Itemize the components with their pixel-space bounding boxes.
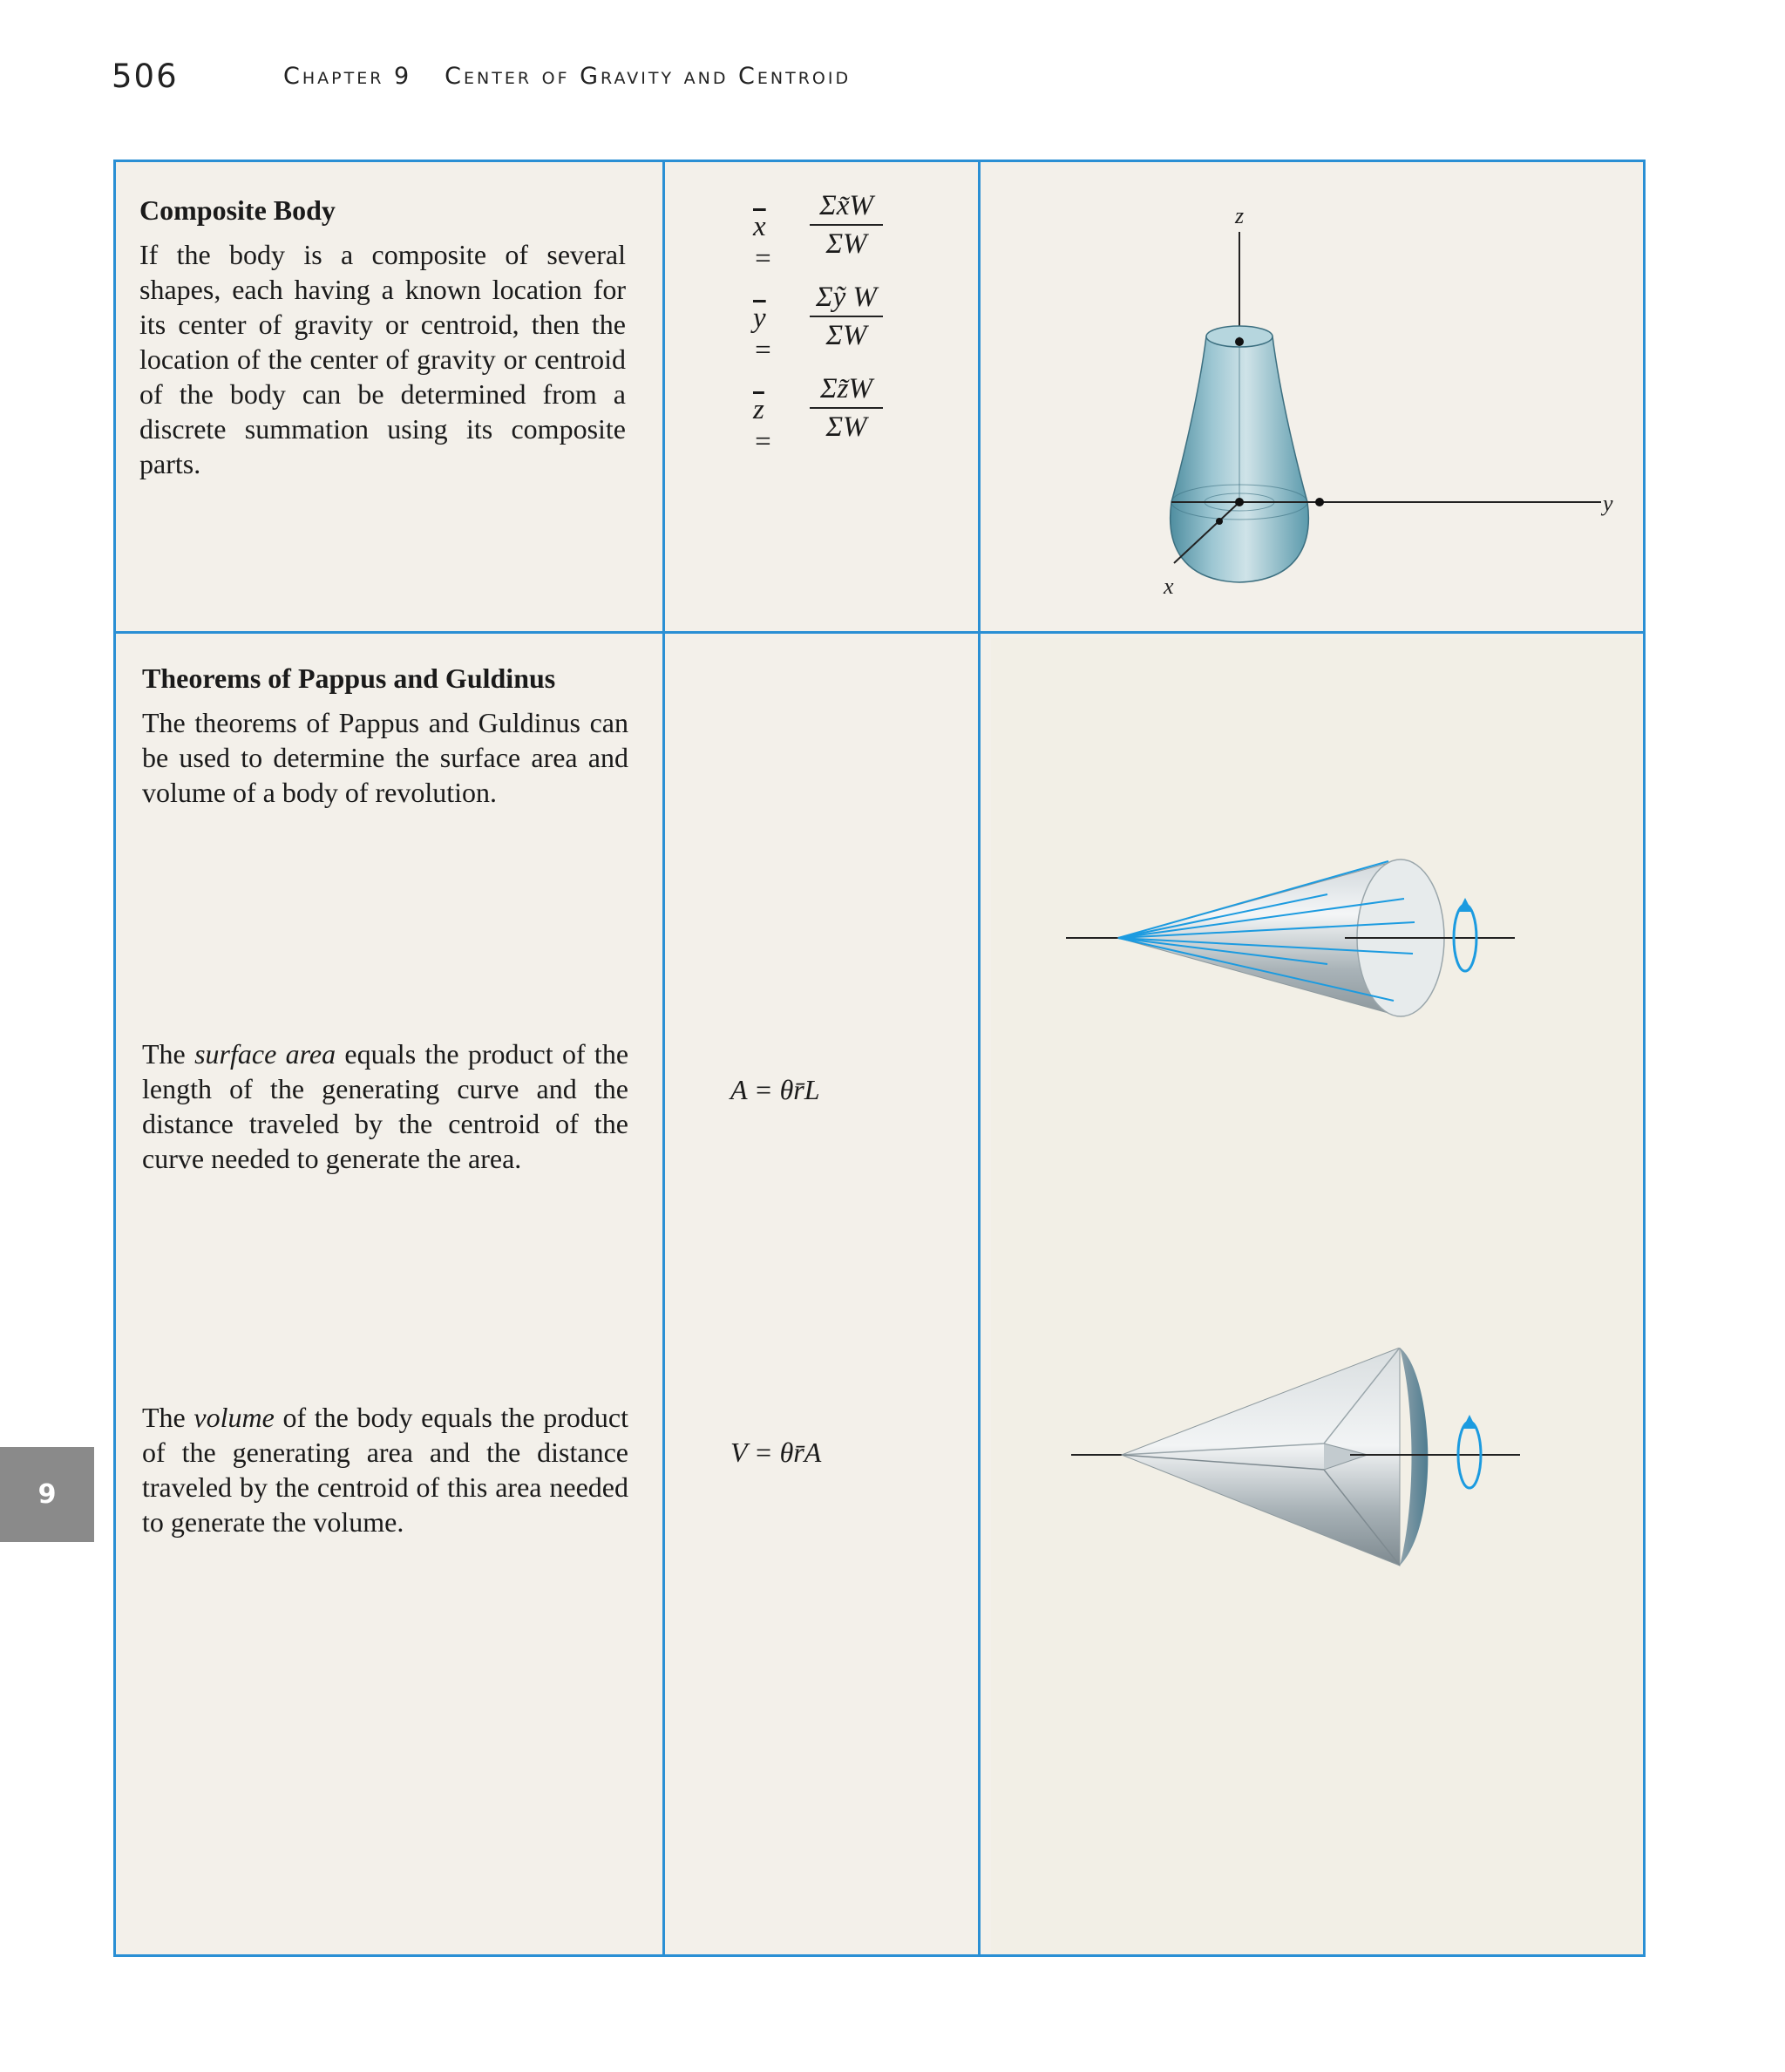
column-divider bbox=[662, 162, 665, 1954]
composite-text: If the body is a composite of several shapes, each having a known location for its center of gravity or centroid, then the location of the center of gravity or centroid of the body can be determined from a discrete summation using its composite parts. bbox=[139, 239, 626, 479]
pappus-heading: Theorems of Pappus and Guldinus bbox=[142, 662, 556, 694]
composite-body-figure bbox=[991, 180, 1636, 615]
composite-heading: Composite Body bbox=[139, 194, 336, 226]
y-axis-label: y bbox=[1603, 491, 1613, 516]
chapter-label: Chapter 9 bbox=[283, 63, 412, 90]
running-head bbox=[283, 63, 884, 90]
surface-area-text: The surface area equals the product of the length of the generating curve and the distance traveled by the centroid of the curve needed to generate the area. bbox=[142, 1038, 629, 1174]
page-number: 506 bbox=[112, 58, 179, 95]
surface-area-formula: A = θr̄L bbox=[730, 1074, 820, 1105]
row-divider bbox=[116, 631, 1643, 634]
volume-text: The volume of the body equals the product of the generating area and the distance traveled by the centroid of this area needed to generate the volume. bbox=[142, 1402, 629, 1538]
pappus-intro: The theorems of Pappus and Guldinus can be used to determine the surface area and volume of a body of revolution. bbox=[142, 707, 628, 808]
z-axis-label: z bbox=[1235, 203, 1245, 228]
x-axis-label: x bbox=[1164, 574, 1174, 599]
chapter-title: Center of Gravity and Centroid bbox=[445, 63, 852, 90]
summary-table: Composite Body If the body is a composite of several shapes, each having a known location for its center of gravity or centroid, then the location of the center of gravity or centroid of the body can be determined from a discrete summation using its composite parts. $\overline{x}$ = Σx̃W ΣW $\overline{y}$ = Σỹ W ΣW $\overline{z}$ = Σz̃W ΣW z y x Theorems of Pappus and Guldinus The theorems of Pappus and Guldinus can be used to determine the surface area and volume of a body of revolution. The surface area equals the product of the length of the generating curve and the distance traveled by the centroid of the curve needed to generate the area. A = θr̄L The volume of the body equals the product of the generating area and the distance traveled by the centroid of this area needed to generate the volume. V = θr̄A bbox=[113, 160, 1646, 1957]
volume-formula: V = θr̄A bbox=[730, 1437, 822, 1468]
surface-revolution-figure bbox=[1066, 825, 1554, 1226]
column-divider bbox=[978, 162, 981, 1954]
volume-revolution-figure bbox=[1071, 1348, 1559, 1749]
chapter-tab: 9 bbox=[0, 1447, 94, 1542]
page-header bbox=[0, 58, 1785, 101]
